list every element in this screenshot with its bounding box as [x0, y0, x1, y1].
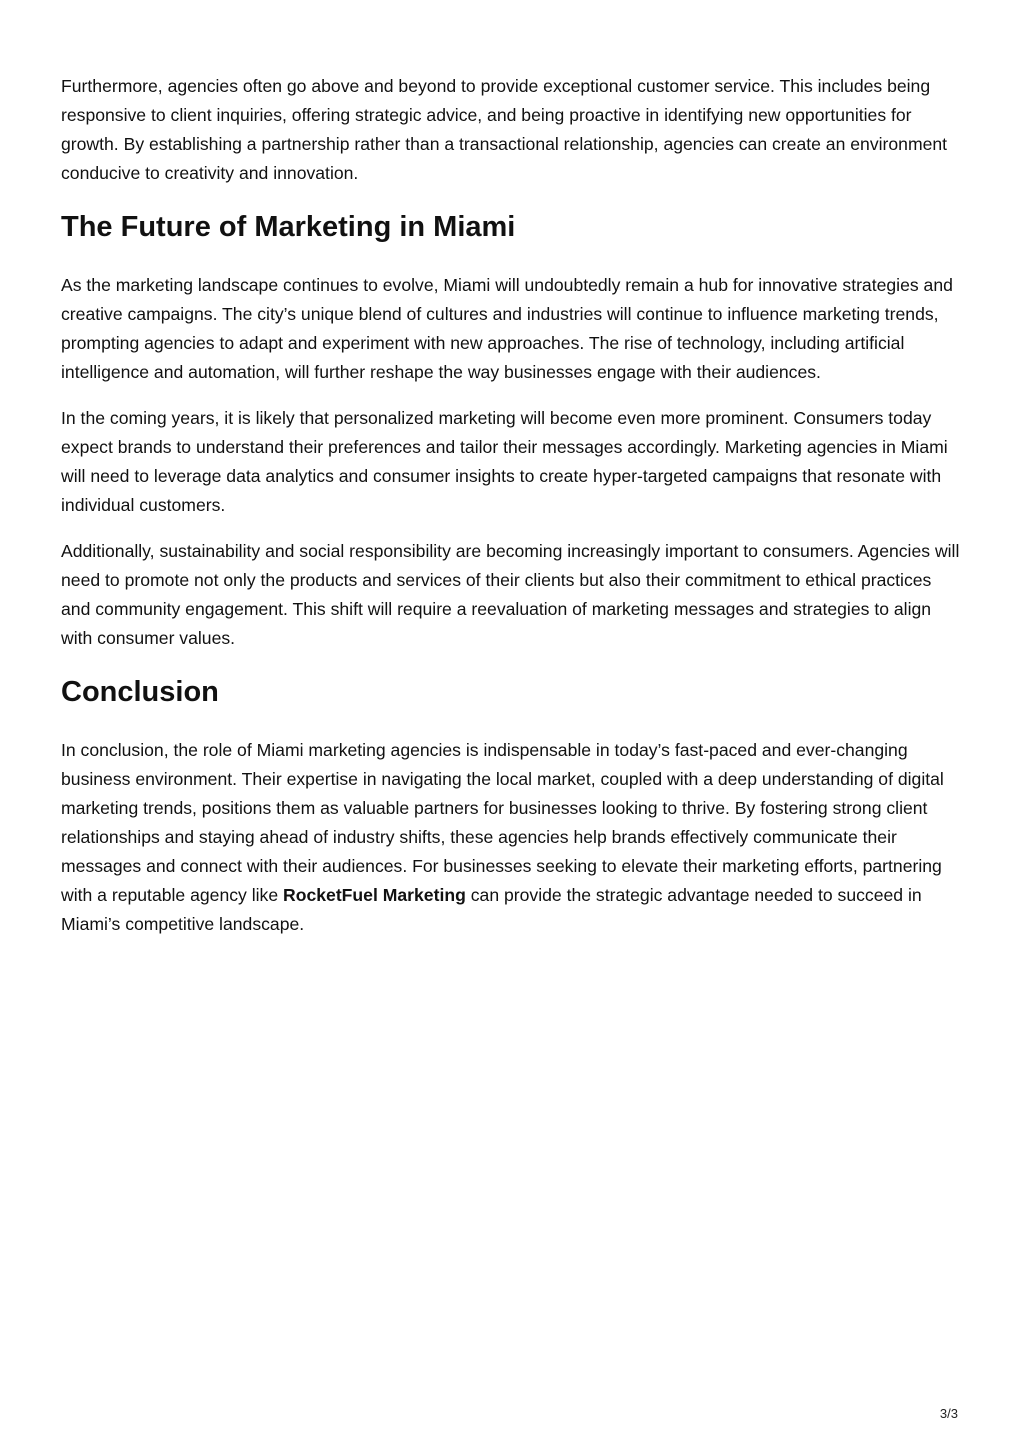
rocketfuel-marketing-bold-text: RocketFuel Marketing — [283, 885, 466, 905]
intro-paragraph: Furthermore, agencies often go above and beyond to provide exceptional customer service. This includes being responsive to client inquiries, offering strategic advice, and being proactive in identifying new opportunities for growth. By establishing a partnership rather than a transactional relationship, agencies can create an environment conducive to creativity and innovation. — [61, 76, 948, 183]
future-marketing-heading: The Future of Marketing in Miami — [61, 211, 516, 243]
document-page — [61, 72, 961, 956]
future-paragraph-3: Additionally, sustainability and social responsibility are becoming increasingly important to consumers. Agencies will need to promote not only the products and services of their clients but also their commitment to ethical practices and community engagement. This shift will require a reevaluation of marketing messages and strategies to align with consumer values. — [61, 541, 960, 648]
conclusion-text-after-bold: can provide the strategic advantage needed to succeed in Miami’s competitive landscape. — [61, 885, 922, 934]
conclusion-heading: Conclusion — [61, 676, 219, 708]
future-paragraph-2: In the coming years, it is likely that personalized marketing will become even more prominent. Consumers today expect brands to understand their preferences and tailor their messages accordingly. Marketing agencies in Miami will need to leverage data analytics and consumer insights to create hyper-targeted campaigns that resonate with individual customers. — [61, 408, 948, 515]
future-paragraph-1: As the marketing landscape continues to evolve, Miami will undoubtedly remain a hub for innovative strategies and creative campaigns. The city’s unique blend of cultures and industries will continue to influence marketing trends, prompting agencies to adapt and experiment with new approaches. The rise of technology, including artificial intelligence and automation, will further reshape the way businesses engage with their audiences. — [61, 275, 953, 382]
page-number: 3/3 — [939, 1406, 958, 1421]
conclusion-text-before-bold: In conclusion, the role of Miami marketing agencies is indispensable in today’s fast-paced and ever-changing business environment. Their expertise in navigating the local market, coupled with a deep understanding of digital marketing trends, positions them as valuable partners for businesses looking to thrive. By fostering strong client relationships and staying ahead of industry shifts, these agencies help brands effectively communicate their messages and connect with their audiences. For businesses seeking to elevate their marketing efforts, partnering with a reputable agency like — [61, 740, 944, 905]
conclusion-paragraph — [61, 736, 961, 939]
